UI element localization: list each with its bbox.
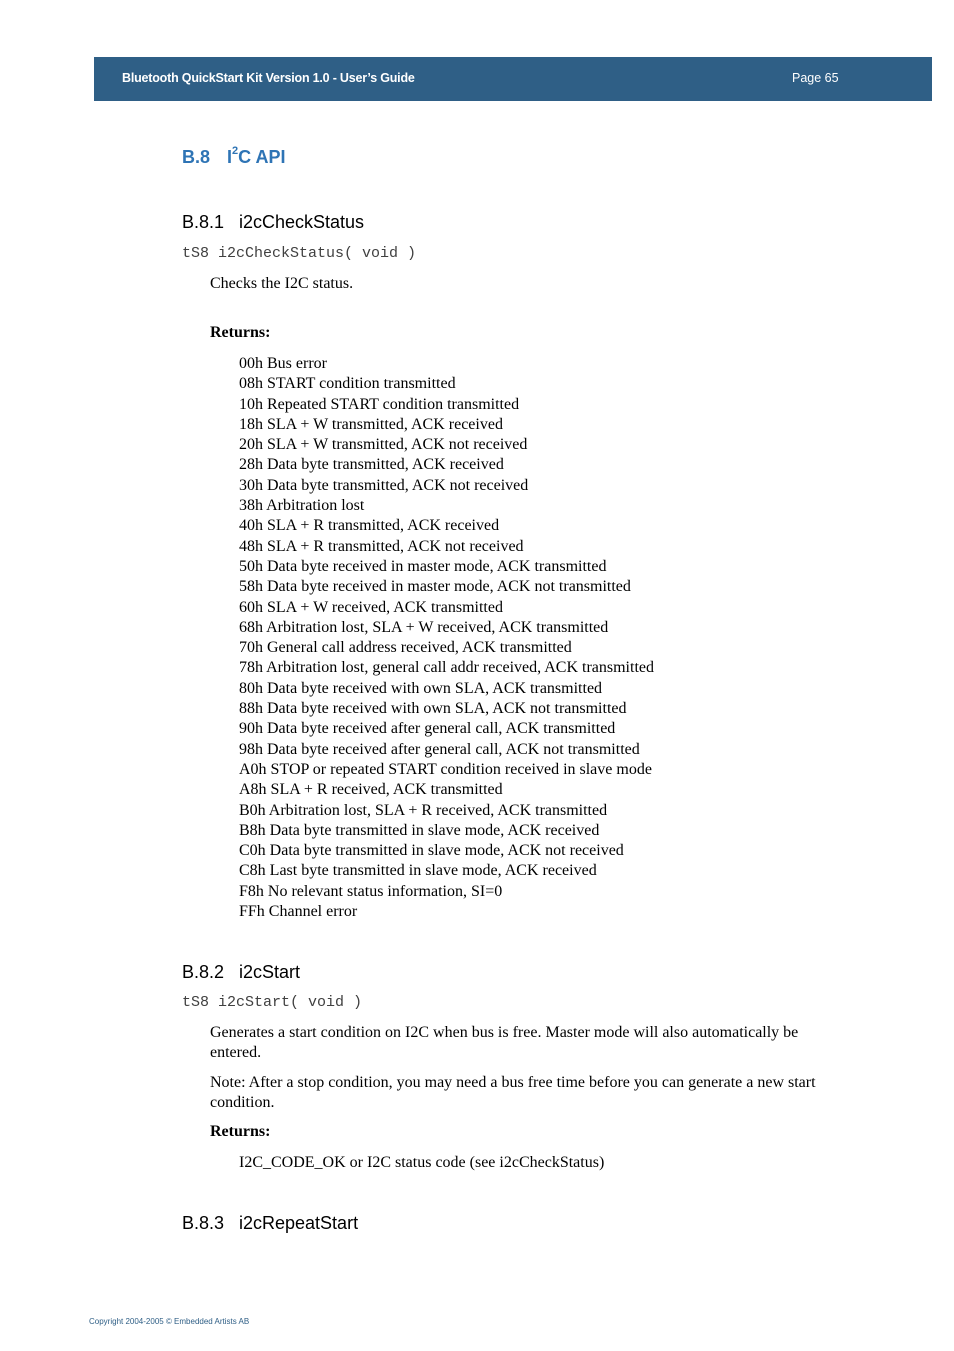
- section-title-prefix: I: [227, 147, 233, 167]
- status-code-item: 78h Arbitration lost, general call addr received, ACK transmitted: [239, 659, 654, 677]
- status-code-item: 88h Data byte received with own SLA, ACK not transmitted: [239, 700, 627, 718]
- status-code-item: 80h Data byte received with own SLA, ACK transmitted: [239, 679, 603, 697]
- returns-value-i2cstart: I2C_CODE_OK or I2C status code (see i2cCheckStatus): [239, 1154, 605, 1171]
- status-code-item: 50h Data byte received in master mode, ACK transmitted: [239, 557, 607, 575]
- section-number: B.8: [182, 147, 211, 167]
- status-code-item: 40h SLA + R transmitted, ACK received: [239, 517, 500, 535]
- status-code-item: 70h General call address received, ACK transmitted: [239, 639, 572, 657]
- status-code-item: 68h Arbitration lost, SLA + W received, ACK transmitted: [239, 618, 609, 636]
- status-code-item: F8h No relevant status information, SI=0: [239, 882, 503, 900]
- subsection-title: i2cCheckStatus: [239, 212, 365, 232]
- status-code-item: B0h Arbitration lost, SLA + R received, ACK transmitted: [239, 801, 608, 819]
- function-signature-i2ccheckstatus: tS8 i2cCheckStatus( void ): [182, 245, 417, 262]
- returns-label-i2ccheckstatus: Returns:: [210, 324, 271, 341]
- status-code-item: 28h Data byte transmitted, ACK received: [239, 456, 504, 474]
- status-code-item: 38h Arbitration lost: [239, 497, 365, 515]
- subsection-heading-i2crepeatstart: [182, 1213, 358, 1234]
- subsection-title: i2cStart: [239, 962, 301, 982]
- section-heading: [182, 147, 285, 168]
- status-code-item: 58h Data byte received in master mode, ACK not transmitted: [239, 578, 631, 596]
- document-title: Bluetooth QuickStart Kit Version 1.0 - User’s Guide: [122, 71, 415, 85]
- returns-label-i2cstart: Returns:: [210, 1123, 271, 1140]
- status-code-item: 98h Data byte received after general call, ACK not transmitted: [239, 740, 640, 758]
- status-code-item: 48h SLA + R transmitted, ACK not received: [239, 537, 524, 555]
- function-description-i2cstart: Generates a start condition on I2C when bus is free. Master mode will also automatically be entered.: [210, 1024, 799, 1061]
- status-code-item: 10h Repeated START condition transmitted: [239, 395, 520, 413]
- status-code-item: 18h SLA + W transmitted, ACK received: [239, 415, 503, 433]
- status-code-item: 20h SLA + W transmitted, ACK not received: [239, 436, 528, 454]
- section-title-suffix: C API: [238, 147, 286, 167]
- copyright-footer: Copyright 2004-2005 © Embedded Artists AB: [89, 1317, 250, 1326]
- status-code-list: [239, 354, 654, 922]
- page-number: Page 65: [792, 71, 839, 85]
- status-code-item: 60h SLA + W received, ACK transmitted: [239, 598, 503, 616]
- status-code-item: C0h Data byte transmitted in slave mode, ACK not received: [239, 842, 624, 860]
- page-header: [94, 57, 932, 101]
- subsection-heading-i2cstart: [182, 962, 300, 983]
- subsection-number: B.8.3: [182, 1213, 225, 1233]
- status-code-item: 30h Data byte transmitted, ACK not received: [239, 476, 529, 494]
- status-code-item: 90h Data byte received after general call, ACK transmitted: [239, 720, 616, 738]
- function-signature-i2cstart: tS8 i2cStart( void ): [182, 994, 363, 1011]
- function-note-i2cstart: Note: After a stop condition, you may need a bus free time before you can generate a new start condition.: [210, 1074, 816, 1111]
- status-code-item: A8h SLA + R received, ACK transmitted: [239, 781, 503, 799]
- status-code-item: 00h Bus error: [239, 355, 327, 372]
- subsection-number: B.8.2: [182, 962, 225, 982]
- subsection-title: i2cRepeatStart: [239, 1213, 359, 1233]
- status-code-item: C8h Last byte transmitted in slave mode, ACK received: [239, 862, 597, 880]
- status-code-item: 08h START condition transmitted: [239, 375, 456, 393]
- status-code-item: FFh Channel error: [239, 903, 358, 921]
- subsection-number: B.8.1: [182, 212, 225, 232]
- status-code-item: A0h STOP or repeated START condition received in slave mode: [239, 760, 652, 778]
- subsection-heading-i2ccheckstatus: [182, 212, 364, 233]
- status-code-item: B8h Data byte transmitted in slave mode, ACK received: [239, 821, 600, 839]
- function-description-i2ccheckstatus: Checks the I2C status.: [210, 275, 354, 292]
- section-title-superscript: 2: [232, 145, 239, 157]
